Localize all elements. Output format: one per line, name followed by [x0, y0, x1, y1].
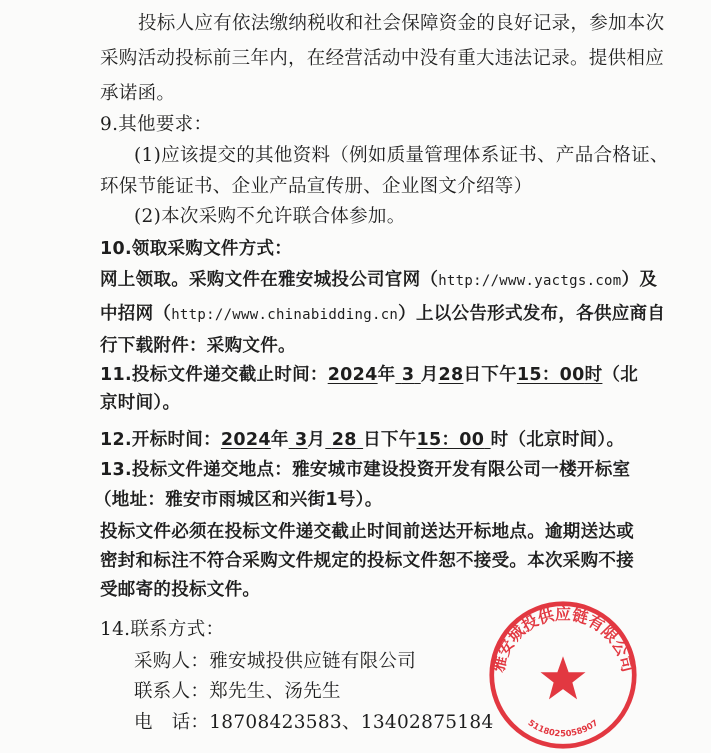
unit: 日下午 — [463, 365, 517, 385]
opening-time: 15：00 — [416, 430, 485, 450]
label: 12.开标时间： — [100, 430, 221, 450]
unit: 日下午 — [363, 430, 417, 450]
unit: 年 — [270, 430, 289, 450]
deadline-day: 28 — [438, 365, 464, 385]
phone-line: 电 话：18708423583、13402875184 — [134, 712, 494, 733]
section-12-line — [100, 428, 624, 452]
unit: 月 — [420, 365, 439, 385]
company-seal-stamp — [488, 600, 638, 750]
paragraph-line: （地址：雅安市雨城区和兴街1号）。 — [94, 490, 383, 510]
notice-line: 受邮寄的投标文件。 — [100, 580, 261, 600]
paragraph-line: (1)应该提交的其他资料（例如质量管理体系证书、产品合格证、 — [134, 145, 669, 166]
text: （北 — [602, 365, 639, 385]
paragraph-line: 投标人应有依法缴纳税收和社会保障资金的良好记录，参加本次 — [138, 13, 665, 34]
text: 网上领取。采购文件在雅安城投公司官网（ — [100, 270, 439, 290]
paragraph-line: 承诺函。 — [100, 83, 176, 104]
paragraph-line — [100, 268, 657, 293]
url-link[interactable]: http://www.yactgs.com — [438, 273, 622, 289]
unit: 时 — [490, 430, 509, 450]
deadline-time: 15：00时 — [516, 365, 603, 385]
section-11-line — [100, 363, 638, 387]
paragraph-line: (2)本次采购不允许联合体参加。 — [134, 206, 406, 227]
opening-month: 3 — [295, 430, 308, 450]
text: ）及 — [621, 270, 658, 290]
paragraph-line — [100, 302, 665, 327]
section-10-title: 10.领取采购文件方式： — [100, 239, 293, 259]
notice-line: 密封和标注不符合采购文件规定的投标文件恕不接受。本次采购不接 — [100, 551, 634, 571]
paragraph-line: 行下载附件：采购文件。 — [100, 336, 296, 356]
stamp-code: 5118025058907 — [526, 717, 600, 739]
paragraph-line: 采购活动投标前三年内，在经营活动中没有重大违法记录。提供相应 — [100, 48, 665, 69]
text: 中招网（ — [100, 304, 172, 324]
section-9-title: 9.其他要求： — [100, 114, 213, 135]
deadline-month: 3 — [401, 365, 415, 385]
deadline-year: 2024 — [327, 365, 378, 385]
opening-day: 28 — [331, 430, 357, 450]
url-link[interactable]: http://www.chinabidding.cn — [171, 307, 399, 323]
purchaser-line: 采购人：雅安城投供应链有限公司 — [134, 651, 417, 672]
unit: 年 — [377, 365, 396, 385]
opening-year: 2024 — [220, 430, 271, 450]
section-13-line: 13.投标文件递交地点：雅安城市建设投资开发有限公司一楼开标室 — [100, 460, 631, 480]
paragraph-line: 环保节能证书、企业产品宣传册、企业图文介绍等） — [100, 176, 533, 197]
label: 11.投标文件递交截止时间： — [100, 365, 328, 385]
unit: 月 — [307, 430, 326, 450]
stamp-text: 雅安城投供应链有限公司 — [488, 604, 638, 674]
contact-line: 联系人：郑先生、汤先生 — [134, 681, 341, 702]
notice-line: 投标文件必须在投标文件递交截止时间前送达开标地点。逾期送达或 — [100, 522, 634, 542]
text: （北京时间）。 — [508, 430, 625, 450]
text: ）上以公告形式发布，各供应商自 — [398, 304, 666, 324]
star-icon — [541, 656, 586, 699]
section-14-title: 14.联系方式： — [100, 619, 225, 640]
paragraph-line: 京时间）。 — [100, 393, 181, 413]
